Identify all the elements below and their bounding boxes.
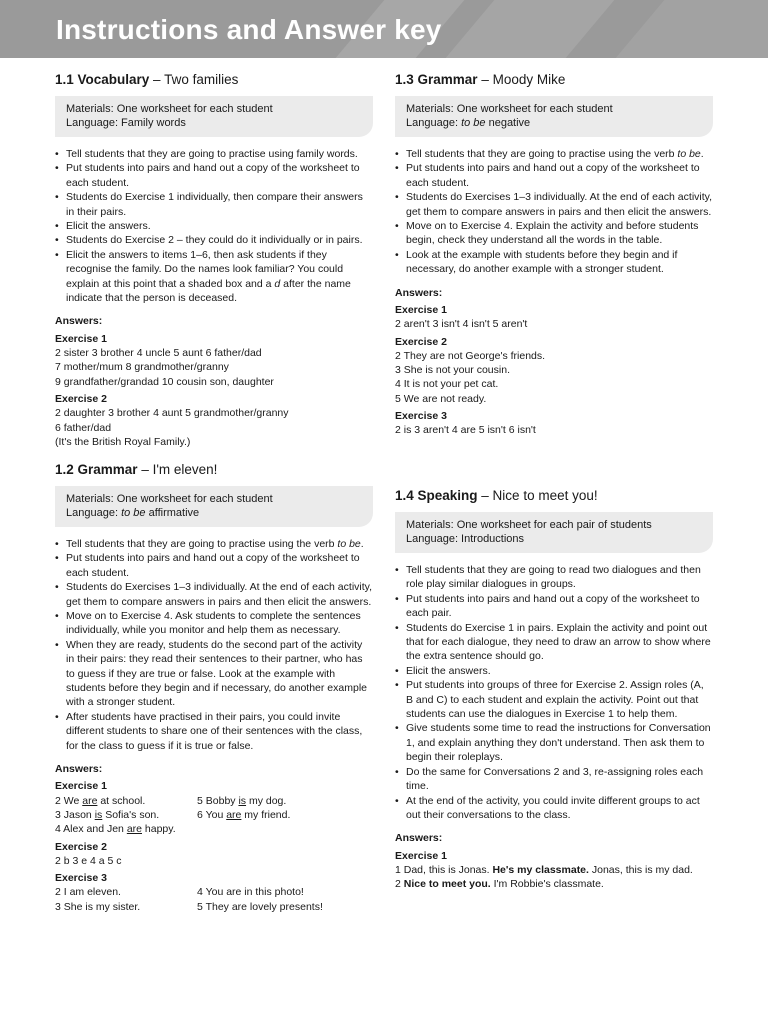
section-heading: [55, 462, 373, 477]
header-banner: [0, 0, 768, 58]
answer-line: 2 b 3 e 4 a 5 c: [55, 854, 122, 867]
section-heading: [395, 488, 713, 503]
language-label: Language:: [406, 533, 458, 545]
section-title: – I'm eleven!: [137, 462, 218, 477]
answer-line: 4 Alex and Jen are happy.: [55, 823, 176, 836]
exercise-label: Exercise 1: [395, 303, 447, 316]
exercise-label: Exercise 2: [55, 840, 107, 853]
language-text: Introductions: [458, 533, 525, 545]
page-title: Instructions and Answer key: [56, 14, 442, 45]
list-item: • Put students into pairs and hand out a copy of the worksheet to each student.: [395, 161, 713, 190]
section-number: 1.1 Vocabulary: [55, 72, 150, 87]
list-item: • Put students into groups of three for Exercise 2. Assign roles (A, B and C) to each student and explain the activity. Point out that students can use the dialogues in Exercise 1 to help them.: [395, 678, 713, 721]
exercise-label: Exercise 2: [395, 335, 447, 348]
answer-line: 5 They are lovely presents!: [197, 900, 323, 913]
answer-line: 2 They are not George's friends.: [395, 349, 546, 362]
answer-line: 6 You are my friend.: [197, 808, 291, 821]
answer-line: 1 Dad, this is Jonas. He's my classmate. Jonas, this is my dad.: [395, 863, 693, 876]
materials-text: One worksheet for each student: [113, 103, 273, 115]
list-item: • When they are ready, students do the second part of the activity in their pairs: they read their sentences to their partner, who has to guess if they are true or false. Look at the example with students before they begin and if necessary, do another example with a stronger student.: [55, 638, 373, 710]
answers-block: [395, 286, 713, 438]
materials-label: Materials:: [66, 103, 114, 115]
section-number: 1.4 Speaking: [395, 488, 478, 503]
answer-line: 2 We are at school.: [55, 794, 146, 807]
answer-line: 2 aren't 3 isn't 4 isn't 5 aren't: [395, 318, 528, 331]
answer-line: 5 We are not ready.: [395, 392, 487, 405]
answers-block: [55, 314, 373, 449]
list-item: • Students do Exercise 1 individually, then compare their answers in their pairs.: [55, 190, 373, 219]
answer-line: 4 You are in this photo!: [197, 886, 304, 899]
list-item: • Move on to Exercise 4. Explain the activity and before students begin, check they understand all the words in the table.: [395, 219, 713, 248]
materials-box: [55, 96, 373, 137]
exercise-label: Exercise 1: [395, 849, 447, 862]
answers-block: [395, 831, 713, 891]
section-1-2: [55, 462, 373, 914]
list-item: • After students have practised in their pairs, you could invite different students to share one of their sentences with the class, for the class to guess if it is true or false.: [55, 710, 373, 753]
list-item: • Students do Exercises 1–3 individually. At the end of each activity, get them to compare answers in pairs and then elicit the answers.: [395, 190, 713, 219]
list-item: • Tell students that they are going to practise using the verb to be.: [395, 147, 713, 161]
language-text: Family words: [118, 117, 186, 129]
list-item: • Tell students that they are going to practise using family words.: [55, 147, 373, 161]
answer-columns: [55, 794, 373, 837]
answer-line: 5 Bobby is my dog.: [197, 794, 287, 807]
answer-line: (It's the British Royal Family.): [55, 435, 191, 448]
materials-box: [395, 96, 713, 137]
answer-columns: [55, 885, 373, 914]
exercise-label: Exercise 2: [55, 392, 107, 405]
instruction-list: [395, 563, 713, 822]
answer-line: 9 grandfather/grandad 10 cousin son, daughter: [55, 375, 274, 388]
answer-line: 2 Nice to meet you. I'm Robbie's classmate.: [395, 878, 604, 891]
banner-decoration: [446, 0, 615, 58]
answer-line: 2 I am eleven.: [55, 886, 121, 899]
answers-label: Answers:: [55, 315, 103, 328]
instruction-list: [55, 537, 373, 753]
materials-label: Materials:: [406, 103, 454, 115]
list-item: • Look at the example with students before they begin and if necessary, do another example with a stronger student.: [395, 248, 713, 277]
section-title: – Moody Mike: [477, 72, 566, 87]
exercise-label: Exercise 3: [395, 410, 447, 423]
answer-line: 2 is 3 aren't 4 are 5 isn't 6 isn't: [395, 424, 536, 437]
answer-line: 2 daughter 3 brother 4 aunt 5 grandmother/granny: [55, 407, 289, 420]
section-1-3: [395, 72, 713, 438]
answers-label: Answers:: [395, 832, 443, 845]
section-heading: [395, 72, 713, 87]
answer-line: 3 Jason is Sofia's son.: [55, 808, 160, 821]
list-item: • At the end of the activity, you could invite different groups to act out their conversations to the class.: [395, 794, 713, 823]
section-heading: [55, 72, 373, 87]
exercise-label: Exercise 1: [55, 332, 107, 345]
language-label: Language:: [66, 117, 118, 129]
banner-decoration: [616, 0, 768, 58]
answers-block: [55, 762, 373, 914]
section-number: 1.2 Grammar: [55, 462, 138, 477]
section-1-1: [55, 72, 373, 449]
answer-line: 7 mother/mum 8 grandmother/granny: [55, 361, 229, 374]
answer-line: 6 father/dad: [55, 421, 112, 434]
materials-text: One worksheet for each pair of students: [453, 519, 652, 531]
instruction-list: [395, 147, 713, 277]
list-item: • Elicit the answers.: [395, 664, 713, 678]
exercise-label: Exercise 1: [55, 780, 107, 793]
list-item: • Tell students that they are going to read two dialogues and then role play similar dialogues in groups.: [395, 563, 713, 592]
language-label: Language:: [66, 507, 118, 519]
section-number: 1.3 Grammar: [395, 72, 478, 87]
section-1-4: [395, 488, 713, 892]
answers-label: Answers:: [55, 763, 103, 776]
section-title: – Two families: [149, 72, 239, 87]
list-item: • Students do Exercise 1 in pairs. Explain the activity and point out that for each dialogue, they need to draw an arrow to show where the extra sentence should go.: [395, 621, 713, 664]
answers-label: Answers:: [395, 286, 443, 299]
list-item: • Put students into pairs and hand out a copy of the worksheet to each student.: [55, 551, 373, 580]
exercise-label: Exercise 3: [55, 872, 107, 885]
materials-text: One worksheet for each student: [113, 493, 273, 505]
language-text: negative: [485, 117, 531, 129]
language-emphasis: to be: [461, 117, 486, 129]
list-item: • Give students some time to read the instructions for Conversation 1, and explain anything they don't understand. Then ask them to begin their roleplays.: [395, 721, 713, 764]
list-item: • Elicit the answers.: [55, 219, 373, 233]
list-item: • Do the same for Conversations 2 and 3, re-assigning roles each time.: [395, 765, 713, 794]
materials-label: Materials:: [406, 519, 454, 531]
instruction-list: [55, 147, 373, 305]
materials-box: [395, 512, 713, 553]
list-item: • Put students into pairs and hand out a copy of the worksheet to each student.: [55, 161, 373, 190]
materials-box: [55, 486, 373, 527]
list-item: • Tell students that they are going to practise using the verb to be.: [55, 537, 373, 551]
answer-line: 2 sister 3 brother 4 uncle 5 aunt 6 father/dad: [55, 347, 262, 360]
language-label: Language:: [406, 117, 458, 129]
list-item: • Students do Exercises 1–3 individually. At the end of each activity, get them to compare answers in pairs and then elicit the answers.: [55, 580, 373, 609]
materials-text: One worksheet for each student: [453, 103, 613, 115]
materials-label: Materials:: [66, 493, 114, 505]
list-item: • Put students into pairs and hand out a copy of the worksheet to each pair.: [395, 592, 713, 621]
list-item: • Move on to Exercise 4. Ask students to complete the sentences individually, while you monitor and help them as necessary.: [55, 609, 373, 638]
language-emphasis: to be: [121, 507, 146, 519]
section-title: – Nice to meet you!: [477, 488, 598, 503]
list-item: • Students do Exercise 2 – they could do it individually or in pairs.: [55, 233, 373, 247]
answer-line: 4 It is not your pet cat.: [395, 378, 499, 391]
answer-line: 3 She is my sister.: [55, 900, 141, 913]
language-text: affirmative: [145, 507, 200, 519]
list-item: • Elicit the answers to items 1–6, then ask students if they recognise the family. Do the names look familiar? You could explain at this point that a shaded box and a d after the name indicate that the person is deceased.: [55, 248, 373, 306]
answer-line: 3 She is not your cousin.: [395, 364, 510, 377]
